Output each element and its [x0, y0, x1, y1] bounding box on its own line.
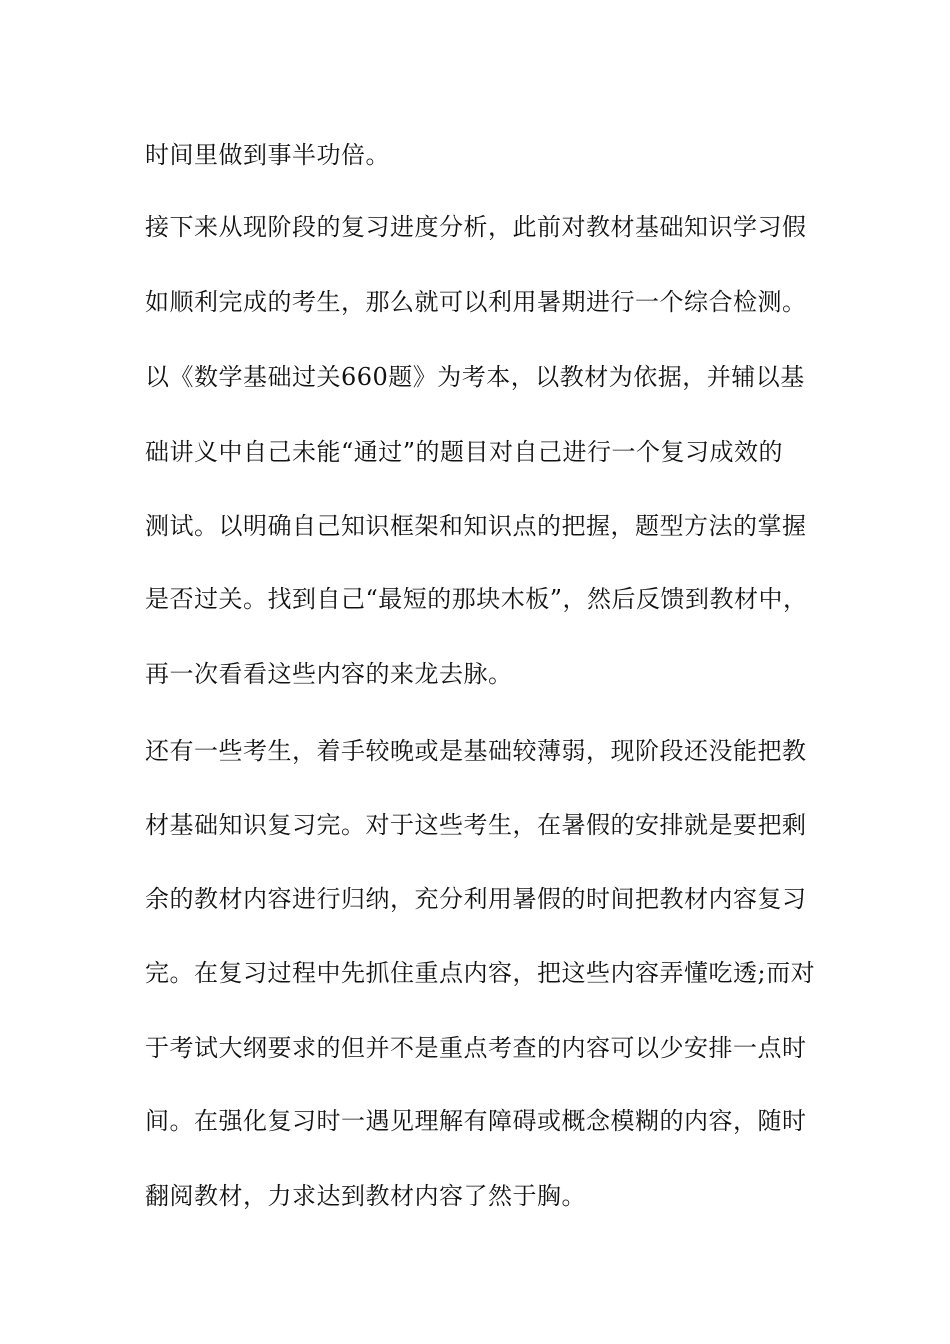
text-line: 测试。以明确自己知识框架和知识点的把握，题型方法的掌握 — [145, 512, 807, 540]
text-line: 还有一些考生，着手较晚或是基础较薄弱，现阶段还没能把教 — [145, 737, 807, 765]
text-line: 如顺利完成的考生，那么就可以利用暑期进行一个综合检测。 — [145, 288, 807, 316]
text-line: 翻阅教材，力求达到教材内容了然于胸。 — [145, 1182, 586, 1210]
text-line: 以《数学基础过关660题》为考本，以教材为依据，并辅以基 — [145, 363, 805, 391]
text-line: 材基础知识复习完。对于这些考生，在暑假的安排就是要把剩 — [145, 811, 807, 839]
text-line: 余的教材内容进行归纳，充分利用暑假的时间把教材内容复习 — [145, 885, 807, 913]
text-line: 时间里做到事半功倍。 — [145, 141, 390, 169]
text-line: 间。在强化复习时一遇见理解有障碍或概念模糊的内容，随时 — [145, 1107, 807, 1135]
text-line: 接下来从现阶段的复习进度分析，此前对教材基础知识学习假 — [145, 213, 807, 241]
text-line: 完。在复习过程中先抓住重点内容，把这些内容弄懂吃透;而对 — [145, 959, 816, 987]
text-line: 础讲义中自己未能“通过”的题目对自己进行一个复习成效的 — [145, 438, 784, 466]
text-line: 再一次看看这些内容的来龙去脉。 — [145, 660, 513, 688]
text-line: 是否过关。找到自己“最短的那块木板”，然后反馈到教材中， — [145, 585, 808, 613]
text-line: 于考试大纲要求的但并不是重点考查的内容可以少安排一点时 — [145, 1034, 807, 1062]
